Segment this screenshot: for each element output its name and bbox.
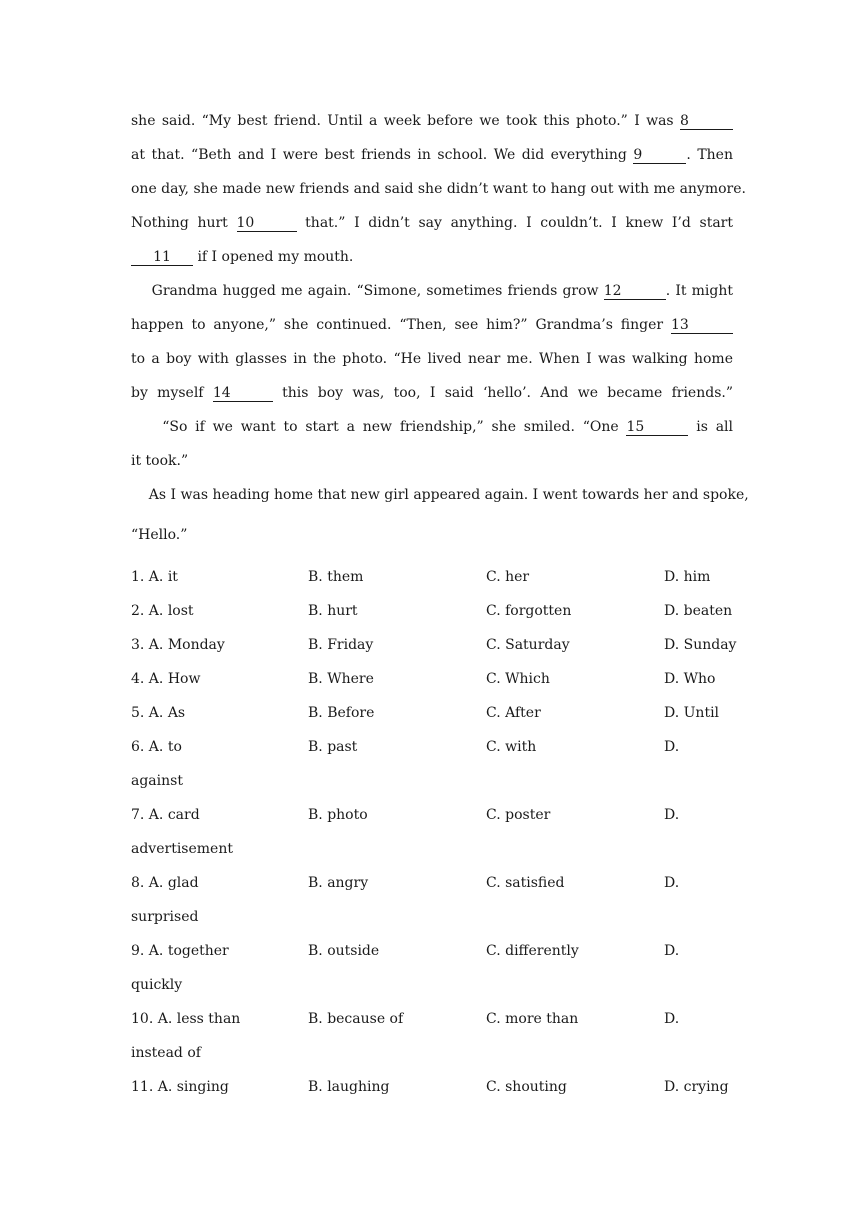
answer-options [131, 560, 737, 1104]
option-c: C. with [486, 739, 537, 755]
option-b: B. hurt [308, 603, 358, 619]
option-c: C. her [486, 569, 530, 585]
passage-text: Grandma hugged me again. “Simone, sometimes friends grow [131, 283, 604, 299]
option-b: B. photo [308, 807, 368, 823]
passage-line [131, 240, 733, 274]
option-d: D. [664, 943, 680, 959]
question-row [131, 628, 737, 662]
option-a: 11. A. singing [131, 1079, 229, 1095]
passage-line [131, 410, 733, 444]
passage [131, 104, 749, 547]
option-d: D. crying [664, 1079, 729, 1095]
passage-text: that.” I didn’t say anything. I couldn’t. I knew I’d start [296, 215, 734, 231]
option-d-wrapped-text: advertisement [131, 841, 233, 857]
option-c: C. differently [486, 943, 579, 959]
option-c: C. poster [486, 807, 551, 823]
question-row [131, 1002, 733, 1036]
passage-text: to a boy with glasses in the photo. “He lived near me. When I was walking home [131, 351, 733, 367]
passage-line [131, 444, 733, 478]
passage-text: is all [688, 419, 733, 435]
passage-text: happen to anyone,” she continued. “Then, see him?” Grandma’s finger [131, 317, 671, 333]
option-d: D. Who [664, 671, 716, 687]
passage-text: Nothing hurt [131, 215, 237, 231]
blank-15: 15 [626, 419, 688, 436]
option-a: 3. A. Monday [131, 637, 225, 653]
question-row [131, 560, 733, 594]
option-c: C. shouting [486, 1079, 567, 1095]
passage-line [131, 104, 733, 138]
question-row [131, 934, 733, 968]
blank-11: 11 [131, 249, 193, 266]
option-d: D. Until [664, 705, 720, 721]
option-a: 2. A. lost [131, 603, 194, 619]
passage-text: one day, she made new friends and said she didn’t want to hang out with me anymore. [131, 181, 746, 197]
option-d: D. [664, 739, 680, 755]
question-row [131, 866, 733, 900]
question-row [131, 662, 733, 696]
passage-line [131, 478, 749, 512]
passage-text: “Hello.” [131, 527, 188, 543]
option-b: B. because of [308, 1011, 404, 1027]
option-a: 4. A. How [131, 671, 201, 687]
passage-line [131, 308, 733, 342]
passage-text: by myself [131, 385, 213, 401]
question-row [131, 696, 733, 730]
question-row [131, 1070, 733, 1104]
option-c: C. forgotten [486, 603, 572, 619]
option-d: D. beaten [664, 603, 733, 619]
option-b: B. Before [308, 705, 375, 721]
passage-line [131, 523, 733, 547]
option-d-wrapped-text: surprised [131, 909, 199, 925]
blank-12: 12 [604, 283, 666, 300]
option-d: D. [664, 1011, 680, 1027]
option-b: B. them [308, 569, 364, 585]
blank-14: 14 [213, 385, 273, 402]
option-d-wrapped-text: instead of [131, 1045, 201, 1061]
option-b: B. past [308, 739, 358, 755]
question-row [131, 730, 733, 764]
option-b: B. Where [308, 671, 374, 687]
passage-line [131, 376, 733, 410]
passage-text: “So if we want to start a new friendship,” she smiled. “One [131, 419, 627, 435]
option-c: C. Saturday [486, 637, 570, 653]
passage-text: it took.” [131, 453, 189, 469]
option-c: C. After [486, 705, 541, 721]
option-d: D. [664, 875, 680, 891]
option-a: 1. A. it [131, 569, 178, 585]
option-a: 10. A. less than [131, 1011, 241, 1027]
passage-text: if I opened my mouth. [193, 249, 354, 265]
blank-8: 8 [680, 113, 733, 130]
option-a: 8. A. glad [131, 875, 199, 891]
question-row [131, 798, 733, 832]
option-d-wrapped-text: quickly [131, 977, 183, 993]
option-d: D. him [664, 569, 711, 585]
question-row [131, 594, 733, 628]
option-a: 7. A. card [131, 807, 200, 823]
option-c: C. satisfied [486, 875, 565, 891]
option-a: 6. A. to [131, 739, 182, 755]
passage-line [131, 138, 733, 172]
passage-text: this boy was, too, I said ‘hello’. And we became friends.” [272, 385, 733, 401]
option-b: B. Friday [308, 637, 374, 653]
passage-line [131, 274, 733, 308]
option-c: C. Which [486, 671, 550, 687]
option-b: B. outside [308, 943, 380, 959]
option-a: 5. A. As [131, 705, 186, 721]
passage-line [131, 206, 733, 240]
passage-text: at that. “Beth and I were best friends in school. We did everything [131, 147, 634, 163]
option-a: 9. A. together [131, 943, 229, 959]
passage-text: . Then [686, 147, 733, 163]
option-b: B. angry [308, 875, 369, 891]
option-d: D. [664, 807, 680, 823]
option-b: B. laughing [308, 1079, 390, 1095]
option-d-wrapped-text: against [131, 773, 183, 789]
passage-text: . It might [665, 283, 733, 299]
passage-line [131, 172, 746, 206]
blank-13: 13 [671, 317, 733, 334]
blank-9: 9 [633, 147, 686, 164]
passage-text: As I was heading home that new girl appeared again. I went towards her and spoke, [131, 487, 749, 503]
blank-10: 10 [237, 215, 297, 232]
option-d: D. Sunday [664, 637, 737, 653]
option-c: C. more than [486, 1011, 579, 1027]
passage-text: she said. “My best friend. Until a week before we took this photo.” I was [131, 113, 680, 129]
passage-line [131, 342, 733, 376]
